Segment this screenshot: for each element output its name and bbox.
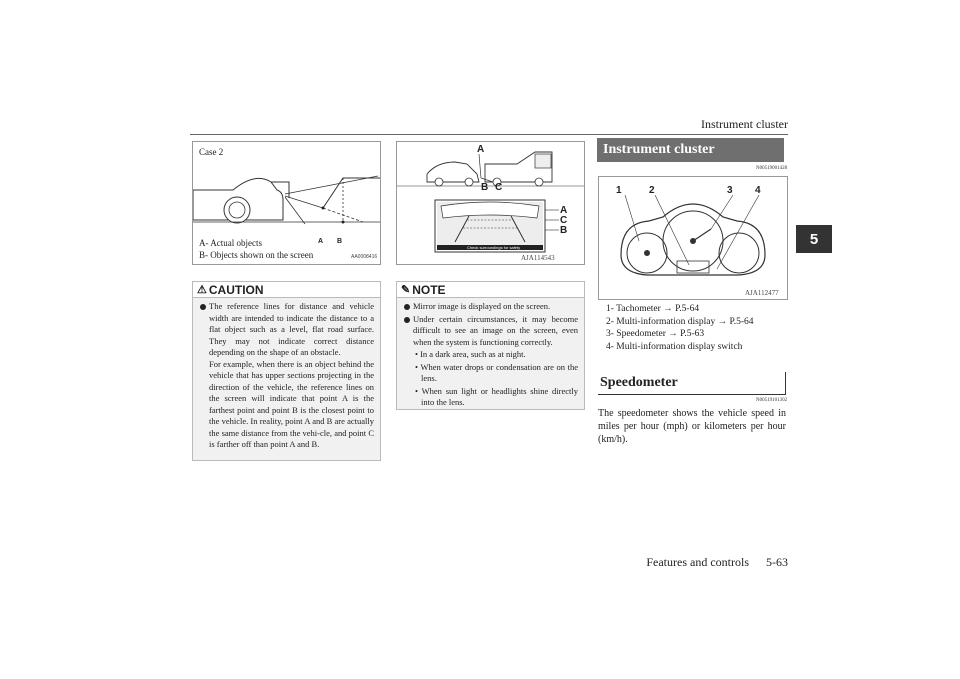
note-pencil-icon: ✎	[401, 284, 411, 296]
callout-3: 3	[727, 185, 733, 196]
caution-text: The reference lines for distance and vehicle width are intended to indicate the distance to a flat object such as a level, flat road surface. They may not indicate correct distance depending on the shape of an obstacle.	[209, 301, 374, 357]
marker-c-top: C	[495, 182, 503, 193]
note-box	[396, 281, 585, 410]
figure-code: AJA114543	[521, 254, 555, 262]
figure-code: AA0008416	[351, 254, 378, 260]
marker-c-screen: C	[560, 215, 568, 226]
marker-a-screen: A	[560, 205, 568, 216]
note-bullet: Mirror image is displayed on the screen.	[403, 301, 578, 313]
page-footer	[632, 555, 788, 570]
caution-header	[193, 282, 380, 298]
legend-a: A- Actual objects	[199, 238, 262, 248]
marker-a: A	[318, 238, 324, 245]
screen-caption: Check surroundings for safety	[467, 245, 521, 250]
footer-page-number: 5-63	[766, 555, 788, 569]
note-subitem: • In a dark area, such as at night.	[415, 349, 526, 359]
caution-box	[192, 281, 381, 461]
figure-camera-view	[396, 141, 585, 265]
note-bullet: Under certain circumstances, it may become difficult to see an image on the screen, even when the system is functioning correctly.	[403, 314, 578, 349]
speedometer-description: The speedometer shows the vehicle speed in miles per hour (mph) or kilometers per hour (km/h).	[598, 408, 786, 445]
note-header	[397, 282, 584, 298]
callout-4: 4	[755, 185, 761, 196]
marker-b-screen: B	[560, 225, 568, 236]
figure-case-2	[192, 141, 381, 265]
caution-text-example: For example, when there is an object behind the vehicle that has upper sections projecting in the direction of the vehicle, the reference lines on the screen will indicate that point A is the farthest point and point B is the closest point to the vehicle. In reality, point A and B are actually the same distance from the vehi-cle, and point C is farther off than point A and B.	[209, 358, 374, 449]
marker-b-top: B	[481, 182, 489, 193]
legend-b: B- Objects shown on the screen	[199, 250, 314, 260]
footer-section: Features and controls	[646, 555, 749, 569]
callout-2: 2	[649, 185, 655, 196]
figure-instrument-cluster	[598, 176, 788, 300]
caution-title: CAUTION	[208, 282, 264, 297]
section-code: N00519101302	[756, 398, 788, 403]
section-title-instrument-cluster: Instrument cluster	[597, 138, 784, 162]
section-code: N00519001428	[756, 166, 788, 171]
note-title: NOTE	[412, 282, 446, 297]
case-label: Case 2	[199, 147, 224, 157]
marker-a-top: A	[477, 144, 485, 155]
list-item: 1- Tachometer → P.5-64	[606, 304, 700, 314]
chapter-tab: 5	[796, 225, 832, 253]
figure-code: AJA112477	[745, 289, 779, 297]
note-subitem: • When water drops or condensation are on the lens.	[415, 361, 578, 383]
instrument-item-list	[606, 303, 788, 353]
warning-triangle-icon: ⚠	[197, 284, 207, 296]
list-item: 4- Multi-information display switch	[606, 341, 743, 352]
note-subitem: • When sun light or headlights shine directly into the lens.	[415, 385, 578, 407]
header-rule	[190, 134, 788, 135]
callout-1: 1	[616, 185, 622, 196]
section-title-speedometer: Speedometer	[598, 372, 786, 395]
caution-bullet	[199, 301, 374, 451]
marker-b: B	[337, 238, 343, 245]
list-item: 3- Speedometer → P.5-63	[606, 329, 705, 339]
running-header: Instrument cluster	[701, 117, 788, 131]
list-item: 2- Multi-information display → P.5-64	[606, 316, 754, 327]
